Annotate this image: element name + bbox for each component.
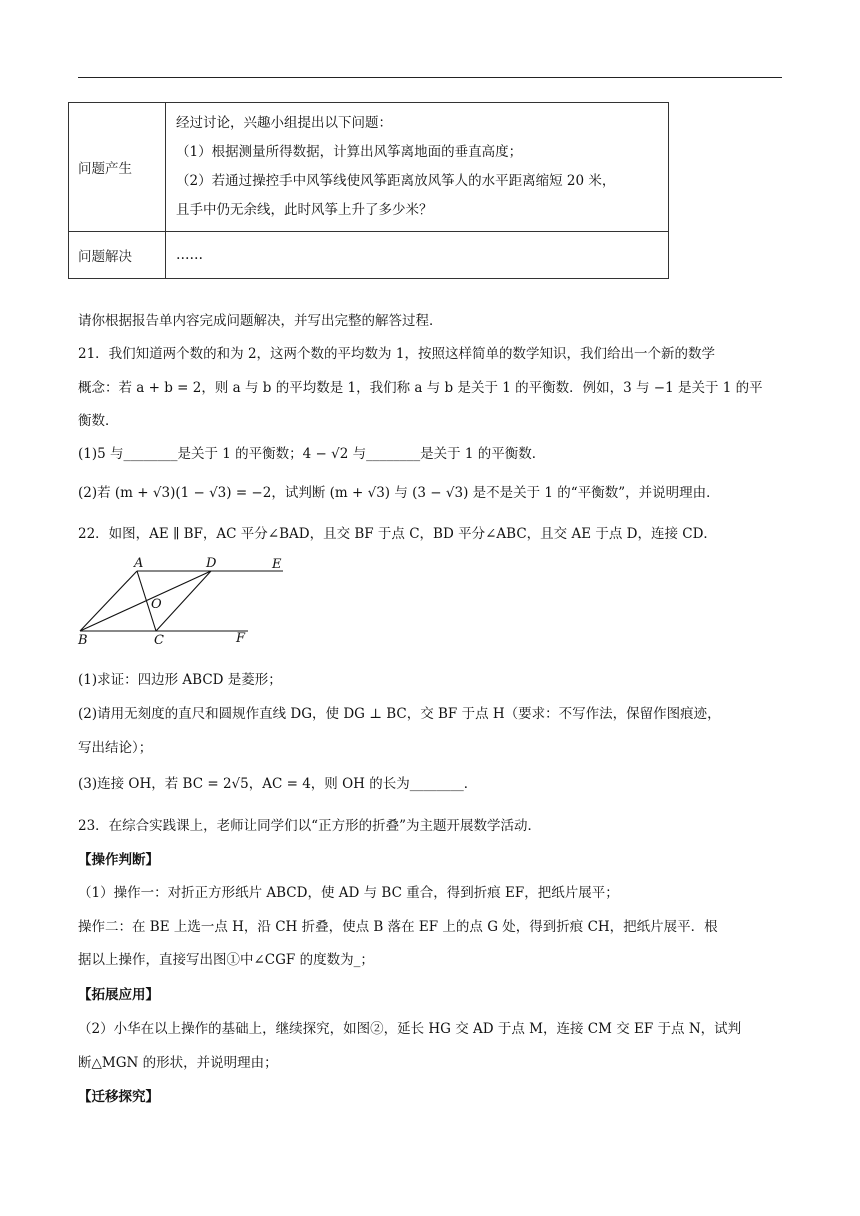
- rhombus-figure: [70, 552, 300, 648]
- q22-part-3: (3)连接 OH，若 BC = 2√5，AC = 4，则 OH 的长为________．: [78, 776, 478, 792]
- q22-part-2: (2)请用无刻度的直尺和圆规作直线 DG，使 DG ⊥ BC，交 BF 于点 H（要求：不写作法，保留作图痕迹，: [78, 706, 721, 722]
- content-line: 且手中仍无余线，此时风筝上升了多少米？: [176, 202, 433, 218]
- label-A: A: [134, 556, 144, 571]
- header-rule: [78, 77, 782, 78]
- q21-part-1: (1)5 与________是关于 1 的平衡数；4 − √2 与________是关于 1 的平衡数．: [78, 446, 546, 462]
- q23-op-2-cont: 据以上操作，直接写出图①中∠CGF 的度数为_；: [78, 952, 374, 968]
- content-line: （1）根据测量所得数据，计算出风筝离地面的垂直高度；: [176, 144, 523, 160]
- label-D: D: [206, 556, 217, 571]
- section-heading-extension: 【拓展应用】: [78, 987, 159, 1003]
- q23-op-2: 操作二：在 BE 上选一点 H，沿 CH 折叠，使点 B 落在 EF 上的点 G 处，得到折痕 CH，把纸片展平．根: [78, 919, 718, 935]
- text-line: 请你根据报告单内容完成问题解决，并写出完整的解答过程．: [78, 313, 443, 329]
- q22-part-2-cont: 写出结论）；: [78, 740, 153, 756]
- q21-part-2: (2)若 (m + √3)(1 − √3) = −2，试判断 (m + √3) 与 (3 − √3) 是不是关于 1 的“平衡数”，并说明理由．: [78, 485, 720, 501]
- table-row: [69, 103, 669, 232]
- q21-line-2: 概念：若 a + b = 2，则 a 与 b 的平均数是 1，我们称 a 与 b 是关于 1 的平衡数．例如，3 与 −1 是关于 1 的平: [78, 380, 763, 396]
- label-C: C: [154, 633, 164, 648]
- segment-DC: [156, 571, 211, 631]
- q21-line-1: 21．我们知道两个数的和为 2，这两个数的平均数为 1，按照这样简单的数学知识，我们给出一个新的数学: [78, 346, 715, 362]
- label-O: O: [151, 597, 162, 612]
- content-line: 经过讨论，兴趣小组提出以下问题：: [176, 115, 392, 131]
- q23-stem: 23．在综合实践课上，老师让同学们以“正方形的折叠”为主题开展数学活动．: [78, 818, 541, 834]
- q23-part-2: （2）小华在以上操作的基础上，继续探究，如图②，延长 HG 交 AD 于点 M，连接 CM 交 EF 于点 N，试判: [78, 1021, 742, 1037]
- segment-BD: [80, 571, 211, 631]
- label-F: F: [236, 631, 246, 646]
- row-content-problem: [166, 103, 669, 232]
- section-heading-operation: 【操作判断】: [78, 852, 159, 868]
- q23-op-1: （1）操作一：对折正方形纸片 ABCD，使 AD 与 BC 重合，得到折痕 EF，把纸片展平；: [78, 885, 619, 901]
- q22-stem: 22．如图，AE ∥ BF，AC 平分∠BAD，且交 BF 于点 C，BD 平分∠ABC，且交 AE 于点 D，连接 CD．: [78, 526, 717, 542]
- section-heading-transfer: 【迁移探究】: [78, 1089, 159, 1105]
- q23-part-2-cont: 断△MGN 的形状，并说明理由；: [78, 1055, 278, 1071]
- q21-line-3: 衡数．: [78, 413, 119, 429]
- label-E: E: [272, 557, 282, 572]
- row-label-solution: 问题解决: [69, 232, 166, 279]
- q22-part-1: (1)求证：四边形 ABCD 是菱形；: [78, 672, 282, 688]
- report-table: [68, 102, 669, 279]
- label-B: B: [78, 633, 88, 648]
- content-line: （2）若通过操控手中风筝线使风筝距离放风筝人的水平距离缩短 20 米，: [176, 173, 616, 189]
- table-row: [69, 232, 669, 279]
- row-label-problem: 问题产生: [69, 103, 166, 232]
- segment-AB: [80, 571, 137, 631]
- row-content-solution: ……: [166, 232, 669, 279]
